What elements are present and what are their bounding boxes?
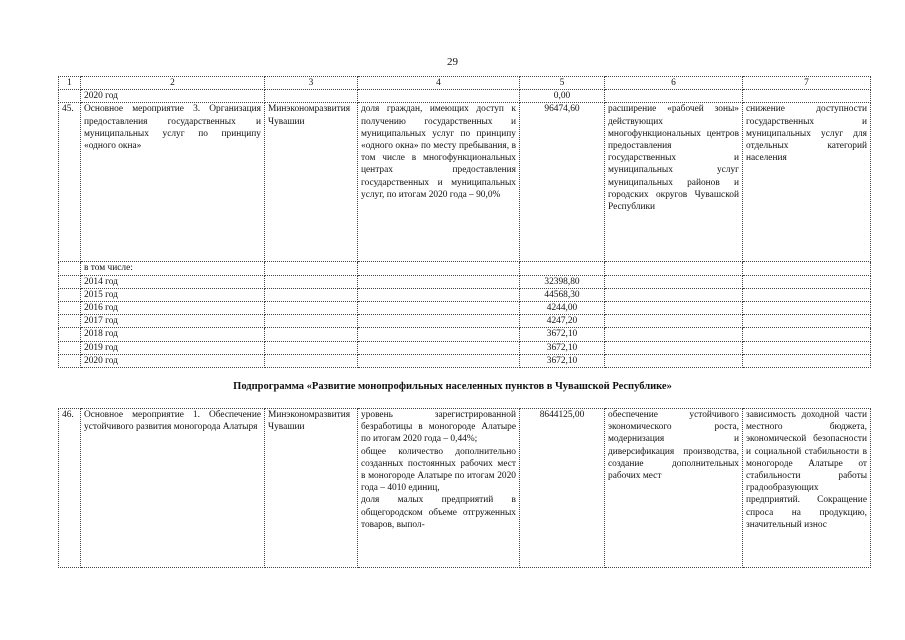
amount-cell: 96474,60 — [520, 103, 605, 262]
amount-cell: 3672,10 — [520, 328, 605, 341]
amount-cell: 44568,30 — [520, 288, 605, 301]
page-number: 29 — [447, 56, 458, 68]
year-label: 2018 год — [81, 328, 265, 341]
program-table-top — [58, 76, 871, 368]
risk-cell: снижение доступности государственных и муниципальных услуг для отдельных категорий населения — [743, 103, 871, 262]
result-cell: расширение «рабочей зоны» действующих многофункциональных центров предоставления государственных и муниципальных услуг муниципальных районов и городских округов Чувашской Республики — [605, 103, 743, 262]
year-label: 2014 год — [81, 275, 265, 288]
header-row — [59, 77, 871, 90]
year-label: 2016 год — [81, 302, 265, 315]
header-cell: 2 — [81, 77, 265, 90]
table-row — [59, 288, 871, 301]
amount-cell: 4244,00 — [520, 302, 605, 315]
table-row — [59, 328, 871, 341]
executor-cell: Минэкономразвития Чувашии — [265, 409, 358, 568]
result-cell: обеспечение устойчивого экономического роста, модернизация и диверсификация производства, создание дополнительных рабочих мест — [605, 409, 743, 568]
header-cell: 3 — [265, 77, 358, 90]
table-row-item-45 — [59, 103, 871, 262]
table-row — [59, 354, 871, 367]
amount-cell: 32398,80 — [520, 275, 605, 288]
table-row — [59, 262, 871, 275]
year-label: 2019 год — [81, 341, 265, 354]
program-table-bottom — [58, 408, 871, 568]
header-cell: 6 — [605, 77, 743, 90]
year-label: 2017 год — [81, 315, 265, 328]
amount-cell: 3672,10 — [520, 354, 605, 367]
indicator-cell: уровень зарегистрированной безработицы в моногороде Алатыре по итогам 2020 года – 0,44%; общее количество дополнительно созданных постоянных рабочих мест в моногороде Алатыре по итогам 2020 года – 4010 единиц, доля малых предприятий в общегородском объеме отгруженных товаров, выпол- — [358, 409, 520, 568]
amount-cell: 4247,20 — [520, 315, 605, 328]
table-row — [59, 90, 871, 103]
amount-cell: 0,00 — [520, 90, 605, 103]
subprogram-title: Подпрограмма «Развитие монопрофильных населенных пунктов в Чувашской Республике» — [233, 381, 672, 392]
table-row — [59, 275, 871, 288]
year-label: 2020 год — [81, 90, 265, 103]
table-row — [59, 302, 871, 315]
row-number: 45. — [59, 103, 81, 262]
header-cell: 7 — [743, 77, 871, 90]
header-cell: 1 — [59, 77, 81, 90]
executor-cell: Минэкономразвития Чувашии — [265, 103, 358, 262]
table-row — [59, 315, 871, 328]
risk-cell: зависимость доходной части местного бюджета, экономической безопасности и социальной стабильности в моногороде Алатыре от стабильности работы градообразующих предприятий. Сокращение спроса на продукцию, значительный износ — [743, 409, 871, 568]
header-cell: 4 — [358, 77, 520, 90]
year-label: 2020 год — [81, 354, 265, 367]
indicator-cell: доля граждан, имеющих доступ к получению государственных и муниципальных услуг по принципу «одного окна» по месту пребывания, в том числе в многофункциональных центрах предоставления государственных и муниципальных услуг, по итогам 2020 года – 90,0% — [358, 103, 520, 262]
activity-name: Основное мероприятие 1. Обеспечение устойчивого развития моногорода Алатыря — [81, 409, 265, 568]
amount-cell: 3672,10 — [520, 341, 605, 354]
year-label: 2015 год — [81, 288, 265, 301]
table-row — [59, 341, 871, 354]
row-number: 46. — [59, 409, 81, 568]
breakdown-label: в том числе: — [81, 262, 265, 275]
amount-cell: 8644125,00 — [520, 409, 605, 568]
table-row-item-46 — [59, 409, 871, 568]
activity-name: Основное мероприятие 3. Организация предоставления государственных и муниципальных услуг по принципу «одного окна» — [81, 103, 265, 262]
header-cell: 5 — [520, 77, 605, 90]
